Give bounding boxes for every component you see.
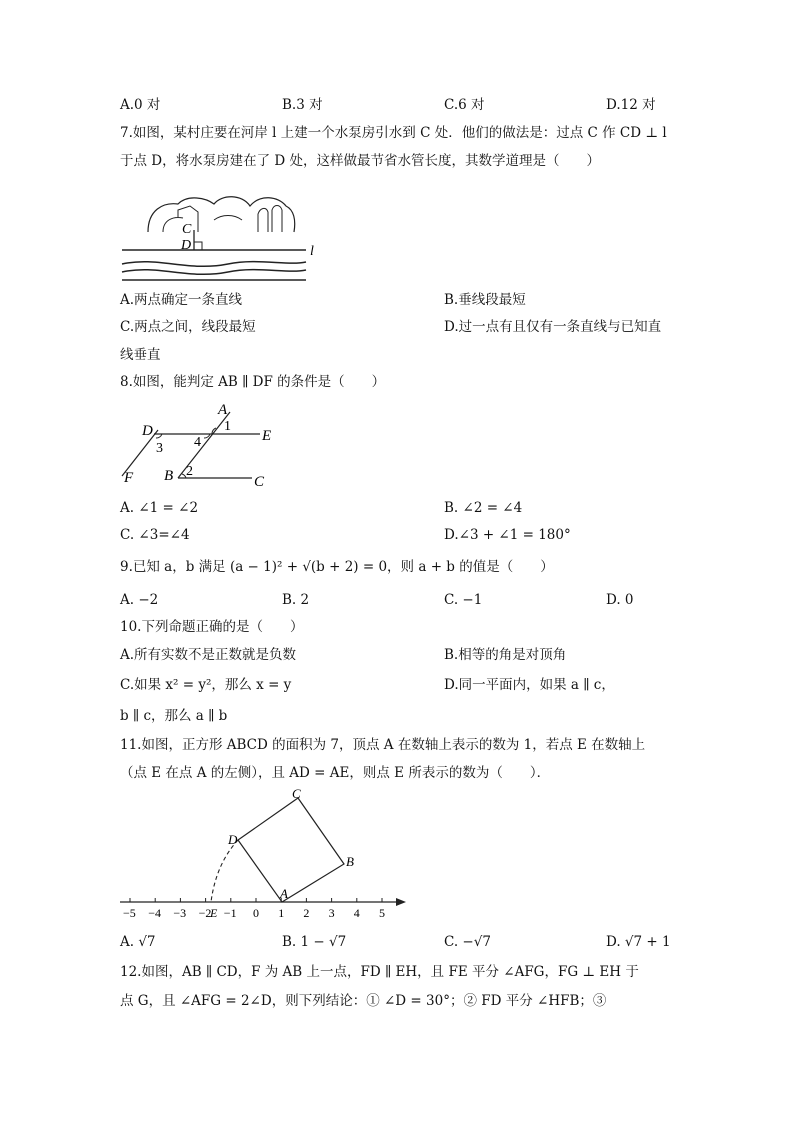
q11-tick-group	[123, 898, 385, 920]
q11-label-a: A	[280, 886, 288, 901]
q6-option-b: B.3 对	[282, 97, 323, 113]
q7-option-d: D.过一点有且仅有一条直线与已知直	[444, 319, 662, 335]
q6-option-c: C.6 对	[444, 97, 485, 113]
q10-option-a: A.所有实数不是正数就是负数	[120, 647, 297, 663]
q11-option-b: B. 1 − √7	[282, 934, 347, 950]
q7-label-l: l	[310, 244, 314, 259]
q8-parallel-figure	[118, 398, 288, 490]
q12-stem-line1: 12.如图，AB ∥ CD，F 为 AB 上一点，FD ∥ EH，且 FE 平分 ∠AFG，FG ⊥ EH 于	[120, 964, 639, 980]
q11-stem-line2: （点 E 在点 A 的左侧），且 AD = AE，则点 E 所表示的数为（ ）．	[120, 765, 551, 781]
q7-label-d: D	[181, 238, 192, 253]
q6-option-a: A.0 对	[120, 97, 161, 113]
q10-option-c: C.如果 x² = y²，那么 x = y	[120, 677, 292, 693]
q8-label-2: 2	[186, 464, 193, 479]
q9-option-a: A. −2	[120, 592, 159, 608]
q11-tick-label: −3	[173, 906, 187, 920]
q10-option-d-cont: b ∥ c，那么 a ∥ b	[120, 708, 228, 724]
q9-option-c: C. −1	[444, 592, 483, 608]
q8-option-a: A. ∠1 = ∠2	[120, 500, 199, 516]
q8-stem: 8.如图，能判定 AB ∥ DF 的条件是（ ）	[120, 374, 386, 390]
q11-option-a: A. √7	[120, 934, 156, 950]
q11-tick-label: 5	[379, 906, 385, 920]
q7-stem-line1: 7.如图，某村庄要在河岸 l 上建一个水泵房引水到 C 处．他们的做法是：过点 C 作 CD ⊥ l	[120, 125, 667, 141]
q11-label-b: B	[346, 854, 354, 869]
q11-tick-label: 4	[353, 906, 360, 920]
q12-stem-line2: 点 G，且 ∠AFG = 2∠D，则下列结论：① ∠D = 30°；② FD 平分 ∠HFB；③	[120, 993, 607, 1009]
q7-mountain-outline	[148, 197, 295, 232]
q9-option-b: B. 2	[282, 592, 310, 608]
q7-wave-2	[122, 270, 306, 275]
q8-option-c: C. ∠3=∠4	[120, 527, 190, 543]
q11-option-d: D. √7 + 1	[606, 934, 671, 950]
q11-number-line-figure	[116, 786, 412, 920]
q8-label-e: E	[262, 428, 272, 444]
q8-label-f: F	[124, 470, 134, 486]
q8-option-b: B. ∠2 = ∠4	[444, 500, 523, 516]
q8-label-d: D	[142, 423, 153, 439]
q8-label-b: B	[164, 468, 174, 484]
q11-stem-line1: 11.如图，正方形 ABCD 的面积为 7，顶点 A 在数轴上表示的数为 1，若点 E 在数轴上	[120, 737, 646, 753]
q11-tick-label: 2	[303, 906, 310, 920]
q11-label-c: C	[292, 786, 301, 801]
q7-stem-line2: 于点 D，将水泵房建在了 D 处，这样做最节省水管长度，其数学道理是（ ）	[120, 153, 601, 169]
q11-tick-label: 3	[328, 906, 335, 920]
q8-label-4: 4	[194, 435, 201, 450]
q11-tick-label: 0	[253, 906, 259, 920]
q9-option-d: D. 0	[606, 592, 634, 608]
q11-tick-label: 1	[278, 906, 285, 920]
q11-dashed-arc	[211, 840, 238, 902]
q11-label-e: E	[210, 906, 218, 920]
q7-option-b: B.垂线段最短	[444, 292, 526, 308]
q8-option-d: D.∠3 + ∠1 = 180°	[444, 527, 571, 543]
q8-label-1: 1	[224, 419, 231, 434]
q11-label-d: D	[228, 832, 238, 847]
q11-square	[238, 798, 344, 902]
q7-label-c: C	[182, 222, 192, 237]
q6-option-d: D.12 对	[606, 97, 656, 113]
q11-tick-label: −4	[148, 906, 161, 920]
q7-option-a: A.两点确定一条直线	[120, 292, 243, 308]
q11-axis-arrow	[396, 898, 406, 906]
q7-option-d-cont: 线垂直	[120, 347, 161, 363]
q8-label-a: A	[218, 402, 228, 418]
q11-tick-label: −2	[198, 906, 212, 920]
q8-label-c: C	[254, 474, 265, 490]
q10-stem: 10.下列命题正确的是（ ）	[120, 619, 304, 635]
q7-option-c: C.两点之间，线段最短	[120, 319, 256, 335]
q11-tick-label: −1	[223, 906, 237, 920]
q7-tree-detail	[258, 206, 282, 233]
q7-river-figure	[118, 180, 328, 286]
q11-tick-label: −5	[123, 906, 136, 920]
q8-label-3: 3	[156, 441, 163, 456]
q7-village-detail	[163, 206, 242, 232]
q11-option-c: C. −√7	[444, 934, 491, 950]
q9-stem: 9.已知 a，b 满足 (a − 1)² + √(b + 2) = 0，则 a + b 的值是（ ）	[120, 559, 554, 575]
q10-option-b: B.相等的角是对顶角	[444, 647, 567, 663]
q10-option-d: D.同一平面内，如果 a ∥ c，	[444, 677, 615, 693]
q7-wave-1	[122, 262, 306, 267]
